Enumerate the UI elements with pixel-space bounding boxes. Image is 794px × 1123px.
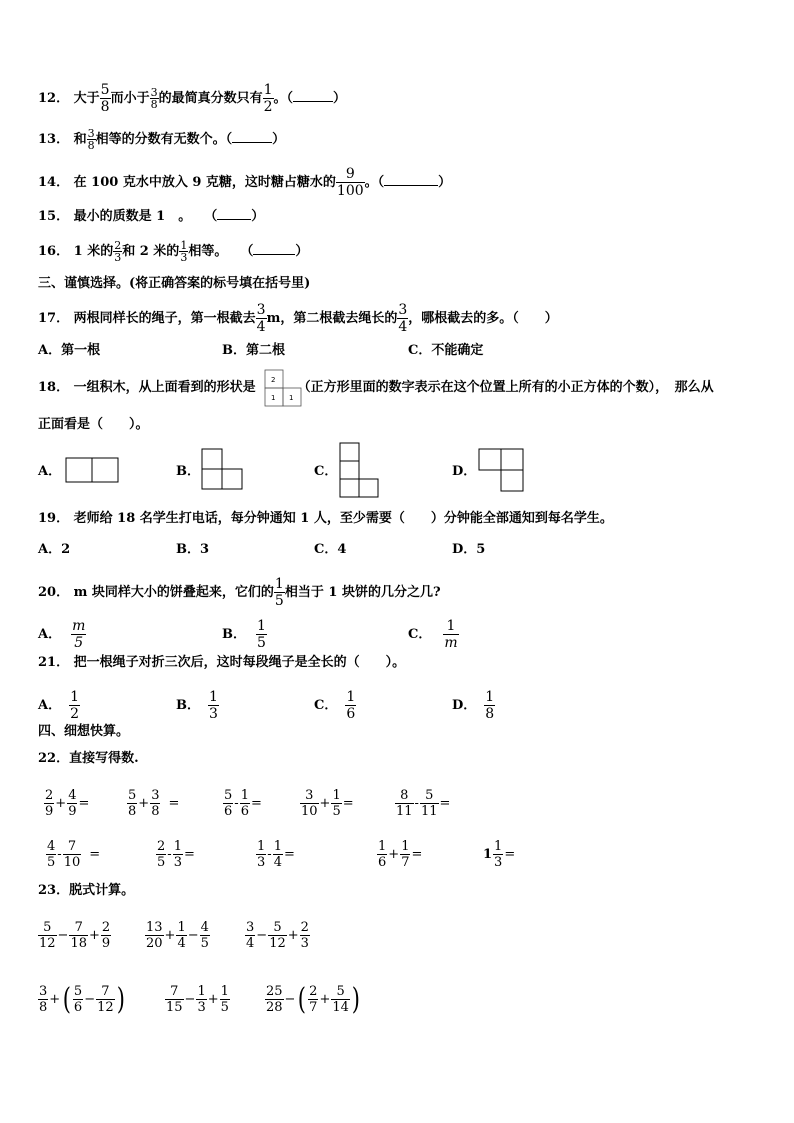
fraction: $\frac{3}{4}$ (246, 920, 255, 951)
step-calc: $\frac{7}{15}$ − $\frac{1}{3}$ + $\frac{1}{5}$ (166, 984, 229, 1015)
step-calc: $\frac{3}{4}$ − $\frac{5}{12}$ + $\frac{2}{3}$ (246, 920, 309, 951)
fraction: $\frac{1}{3}$ (173, 839, 182, 870)
fraction: $\frac{1}{7}$ (401, 839, 410, 870)
question-number: 23． (38, 883, 70, 898)
question-text: 和 (73, 132, 87, 147)
fraction: $\frac{8}{11}$ (396, 788, 413, 819)
option-a[interactable]: A． $\frac{m}{5}$ (38, 618, 86, 651)
fraction: $\frac{1}{3}$ (257, 839, 266, 870)
question-text: 两根同样长的绳子，第一根截去 (73, 311, 256, 326)
fraction: $\frac{25}{28}$ (266, 984, 283, 1015)
oral-calc: $\frac{4}{5}$ - $\frac{7}{10}$ = (47, 839, 101, 870)
question-17 (38, 302, 558, 335)
fraction: $\frac{13}{20}$ (146, 920, 163, 951)
oral-calc: $\frac{2}{9}$ + $\frac{4}{9}$ = (45, 788, 90, 819)
question-text: m，第二根截去绳长的 (266, 311, 398, 326)
fraction: $\frac{5}{6}$ (73, 984, 83, 1015)
answer-blank[interactable] (384, 174, 438, 186)
option-d-figure[interactable] (478, 448, 524, 492)
option-c[interactable]: C． (314, 464, 338, 479)
question-19 (38, 511, 613, 527)
option-b[interactable]: B． (176, 464, 200, 479)
fraction: $\frac{1}{5}$ (332, 788, 341, 819)
oral-calc: $\frac{8}{11}$ - $\frac{5}{11}$ = (396, 788, 451, 819)
fraction: $\frac{7}{12}$ (97, 984, 114, 1015)
step-calc: $\frac{5}{12}$ − $\frac{7}{18}$ + $\frac{2}{9}$ (39, 920, 111, 951)
fraction: $\frac{7}{10}$ (63, 839, 81, 870)
question-text: 老师给 18 名学生打电话，每分钟通知 1 人，至少需要（ ）分钟能全部通知到每名学生。 (73, 511, 613, 526)
fraction: $\frac{7}{15}$ (166, 984, 183, 1015)
section-heading: 四、细想快算。 (38, 724, 130, 739)
section-heading: 三、谨慎选择。(将正确答案的标号填在括号里) (38, 276, 311, 291)
question-text: 和 2 米的 (122, 244, 180, 259)
fraction: $\frac{1}{5}$ (220, 984, 229, 1015)
cell-count: 1 (271, 394, 276, 402)
fraction: $\frac{3}{10}$ (301, 788, 318, 819)
question-text: m 块同样大小的饼叠起来，它们的 (73, 585, 274, 600)
fraction: $\frac{4}{9}$ (68, 788, 77, 819)
question-15: 15． 最小的质数是 1 。 （ ） (38, 209, 265, 224)
fraction: $\frac{1}{3}$ (197, 984, 206, 1015)
fraction: $\frac{2}{9}$ (101, 920, 111, 951)
answer-blank[interactable] (217, 208, 251, 220)
question-title: 脱式计算。 (69, 883, 135, 898)
fraction: $\frac{5}{8}$ (100, 82, 110, 115)
question-text: 在 100 克水中放入 9 克糖，这时糖占糖水的 (73, 175, 336, 190)
fraction: $\frac{5}{6}$ (224, 788, 233, 819)
question-title: 直接写得数. (69, 751, 139, 766)
question-text: 相等。 （ (188, 244, 254, 259)
oral-calc: $\frac{1}{6}$ + $\frac{1}{7}$ = (378, 839, 423, 870)
question-13: 13． 和 $\frac{3}{8}$ 相等的分数有无数个。（ ） (38, 127, 286, 152)
question-text: 1 米的 (73, 244, 114, 259)
question-number: 19． (38, 511, 70, 526)
option-d[interactable]: D． $\frac{1}{8}$ (452, 689, 495, 722)
question-number: 16． (38, 244, 70, 259)
fraction: $\frac{1}{4}$ (273, 839, 282, 870)
oral-calc: 1 $\frac{1}{3}$ = (483, 839, 516, 870)
question-23 (38, 883, 134, 899)
fraction: $\frac{5}{11}$ (420, 788, 438, 819)
question-number: 20． (38, 585, 70, 600)
oral-calc: $\frac{5}{6}$ - $\frac{1}{6}$ = (224, 788, 262, 819)
question-number: 21． (38, 655, 70, 670)
option-a[interactable]: A．第一根 (38, 343, 101, 358)
fraction: $\frac{3}{4}$ (256, 302, 266, 335)
fraction: $\frac{1}{5}$ (274, 576, 284, 609)
fraction: $\frac{1}{6}$ (378, 839, 387, 870)
option-d[interactable]: D． (452, 464, 477, 479)
fraction: $\frac{1}{3}$ (180, 239, 188, 264)
question-16: 16． 1 米的 $\frac{2}{3}$ 和 2 米的 $\frac{1}{3}$ 相等。 （ ） (38, 239, 309, 264)
fraction: $\frac{7}{18}$ (70, 920, 87, 951)
fraction: $\frac{3}{8}$ (39, 984, 48, 1015)
step-calc: $\frac{13}{20}$ + $\frac{1}{4}$ − $\frac{4}{5}$ (146, 920, 209, 951)
question-18-line2: 正面看是（ ）。 (38, 417, 149, 432)
fraction: $\frac{4}{5}$ (47, 839, 56, 870)
option-c[interactable]: C． $\frac{1}{m}$ (408, 618, 458, 651)
question-text: 而小于 (110, 91, 150, 106)
option-b[interactable]: B． $\frac{1}{5}$ (222, 618, 266, 651)
question-number: 18． (38, 380, 70, 395)
answer-blank[interactable] (232, 131, 272, 143)
fraction: $\frac{2}{3}$ (114, 239, 122, 264)
question-number: 15． (38, 209, 70, 224)
fraction: $\frac{2}{9}$ (45, 788, 54, 819)
option-c-figure[interactable] (339, 442, 379, 498)
question-22 (38, 751, 139, 767)
option-a[interactable]: A． (38, 464, 62, 479)
option-b-figure[interactable] (201, 448, 243, 490)
option-c[interactable]: C．不能确定 (408, 343, 484, 358)
oral-calc: $\frac{2}{5}$ - $\frac{1}{3}$ = (157, 839, 195, 870)
question-text: 一组积木，从上面看到的形状是 (73, 380, 256, 395)
option-b[interactable]: B． $\frac{1}{3}$ (176, 689, 218, 722)
fraction: $\frac{5}{8}$ (128, 788, 137, 819)
cell-count: 1 (289, 394, 294, 402)
option-c[interactable]: C．4 (314, 542, 347, 557)
question-text: 最小的质数是 1 。 （ (73, 209, 218, 224)
question-number: 22． (38, 751, 70, 766)
fraction: $\frac{3}{4}$ (398, 302, 408, 335)
fraction: $\frac{9}{100}$ (336, 166, 364, 199)
option-d[interactable]: D．5 (452, 542, 486, 557)
fraction: $\frac{3}{8}$ (151, 788, 160, 819)
answer-blank[interactable] (293, 90, 333, 102)
fraction: $\frac{1}{6}$ (240, 788, 249, 819)
answer-blank[interactable] (253, 243, 295, 255)
question-text: 把一根绳子对折三次后，这时每段绳子是全长的（ ）。 (73, 655, 406, 670)
fraction: $\frac{2}{3}$ (300, 920, 309, 951)
fraction: $\frac{1}{3}$ (494, 839, 503, 870)
fraction: $\frac{m}{5}$ (72, 618, 86, 651)
option-c[interactable]: C． $\frac{1}{6}$ (314, 689, 356, 722)
oral-calc: $\frac{1}{3}$ - $\frac{1}{4}$ = (257, 839, 295, 870)
question-text: 相当于 1 块饼的几分之几? (284, 585, 441, 600)
question-20 (38, 576, 441, 609)
fraction: $\frac{1}{2}$ (263, 82, 273, 115)
question-text: 的最简真分数只有 (158, 91, 263, 106)
option-b[interactable]: B．第二根 (222, 343, 285, 358)
fraction: $\frac{1}{5}$ (257, 618, 266, 651)
question-14: 14． 在 100 克水中放入 9 克糖，这时糖占糖水的 $\frac{9}{100}$ 。（ ） (38, 166, 452, 199)
option-a[interactable]: A． $\frac{1}{2}$ (38, 689, 80, 722)
fraction: $\frac{3}{8}$ (150, 86, 158, 111)
fraction: $\frac{5}{14}$ (332, 984, 349, 1015)
question-18 (38, 380, 714, 396)
fraction: $\frac{1}{4}$ (177, 920, 186, 951)
question-21 (38, 655, 405, 671)
fraction: $\frac{1}{8}$ (485, 689, 495, 722)
option-a[interactable]: A．2 (38, 542, 71, 557)
fraction: $\frac{2}{5}$ (157, 839, 166, 870)
fraction: $\frac{5}{12}$ (39, 920, 56, 951)
question-number: 13． (38, 132, 70, 147)
question-text: （正方形里面的数字表示在这个位置上所有的小正方体的个数）， 那么从 (297, 380, 714, 395)
cell-count: 2 (271, 376, 276, 384)
question-number: 14． (38, 175, 70, 190)
fraction: $\frac{2}{7}$ (309, 984, 318, 1015)
question-number: 17． (38, 311, 70, 326)
question-12: 12． 大于 $\frac{5}{8}$ 而小于 $\frac{3}{8}$ 的最简真分数只有 $\frac{1}{2}$ 。（ ） (38, 82, 347, 115)
fraction: $\frac{5}{12}$ (269, 920, 286, 951)
fraction: $\frac{3}{8}$ (87, 127, 95, 152)
question-text: 大于 (73, 91, 100, 106)
oral-calc: $\frac{5}{8}$ + $\frac{3}{8}$ = (128, 788, 180, 819)
step-calc: $\frac{25}{28}$ −( $\frac{2}{7}$ + $\frac{5}{14}$ ) (266, 981, 360, 1017)
oral-calc: $\frac{3}{10}$ + $\frac{1}{5}$ = (301, 788, 354, 819)
question-text: ，哪根截去的多。（ ） (408, 311, 558, 326)
fraction: $\frac{1}{m}$ (444, 618, 458, 651)
question-number: 12． (38, 91, 70, 106)
option-b[interactable]: B．3 (176, 542, 210, 557)
question-text: 相等的分数有无数个。（ (95, 132, 233, 147)
fraction: $\frac{4}{5}$ (200, 920, 209, 951)
step-calc: $\frac{3}{8}$ +( $\frac{5}{6}$ − $\frac{7}{12}$ ) (39, 981, 125, 1017)
fraction: $\frac{1}{3}$ (209, 689, 218, 722)
fraction: $\frac{1}{2}$ (70, 689, 80, 722)
top-view-figure (264, 369, 304, 407)
fraction: $\frac{1}{6}$ (346, 689, 356, 722)
option-a-figure[interactable] (65, 457, 119, 483)
